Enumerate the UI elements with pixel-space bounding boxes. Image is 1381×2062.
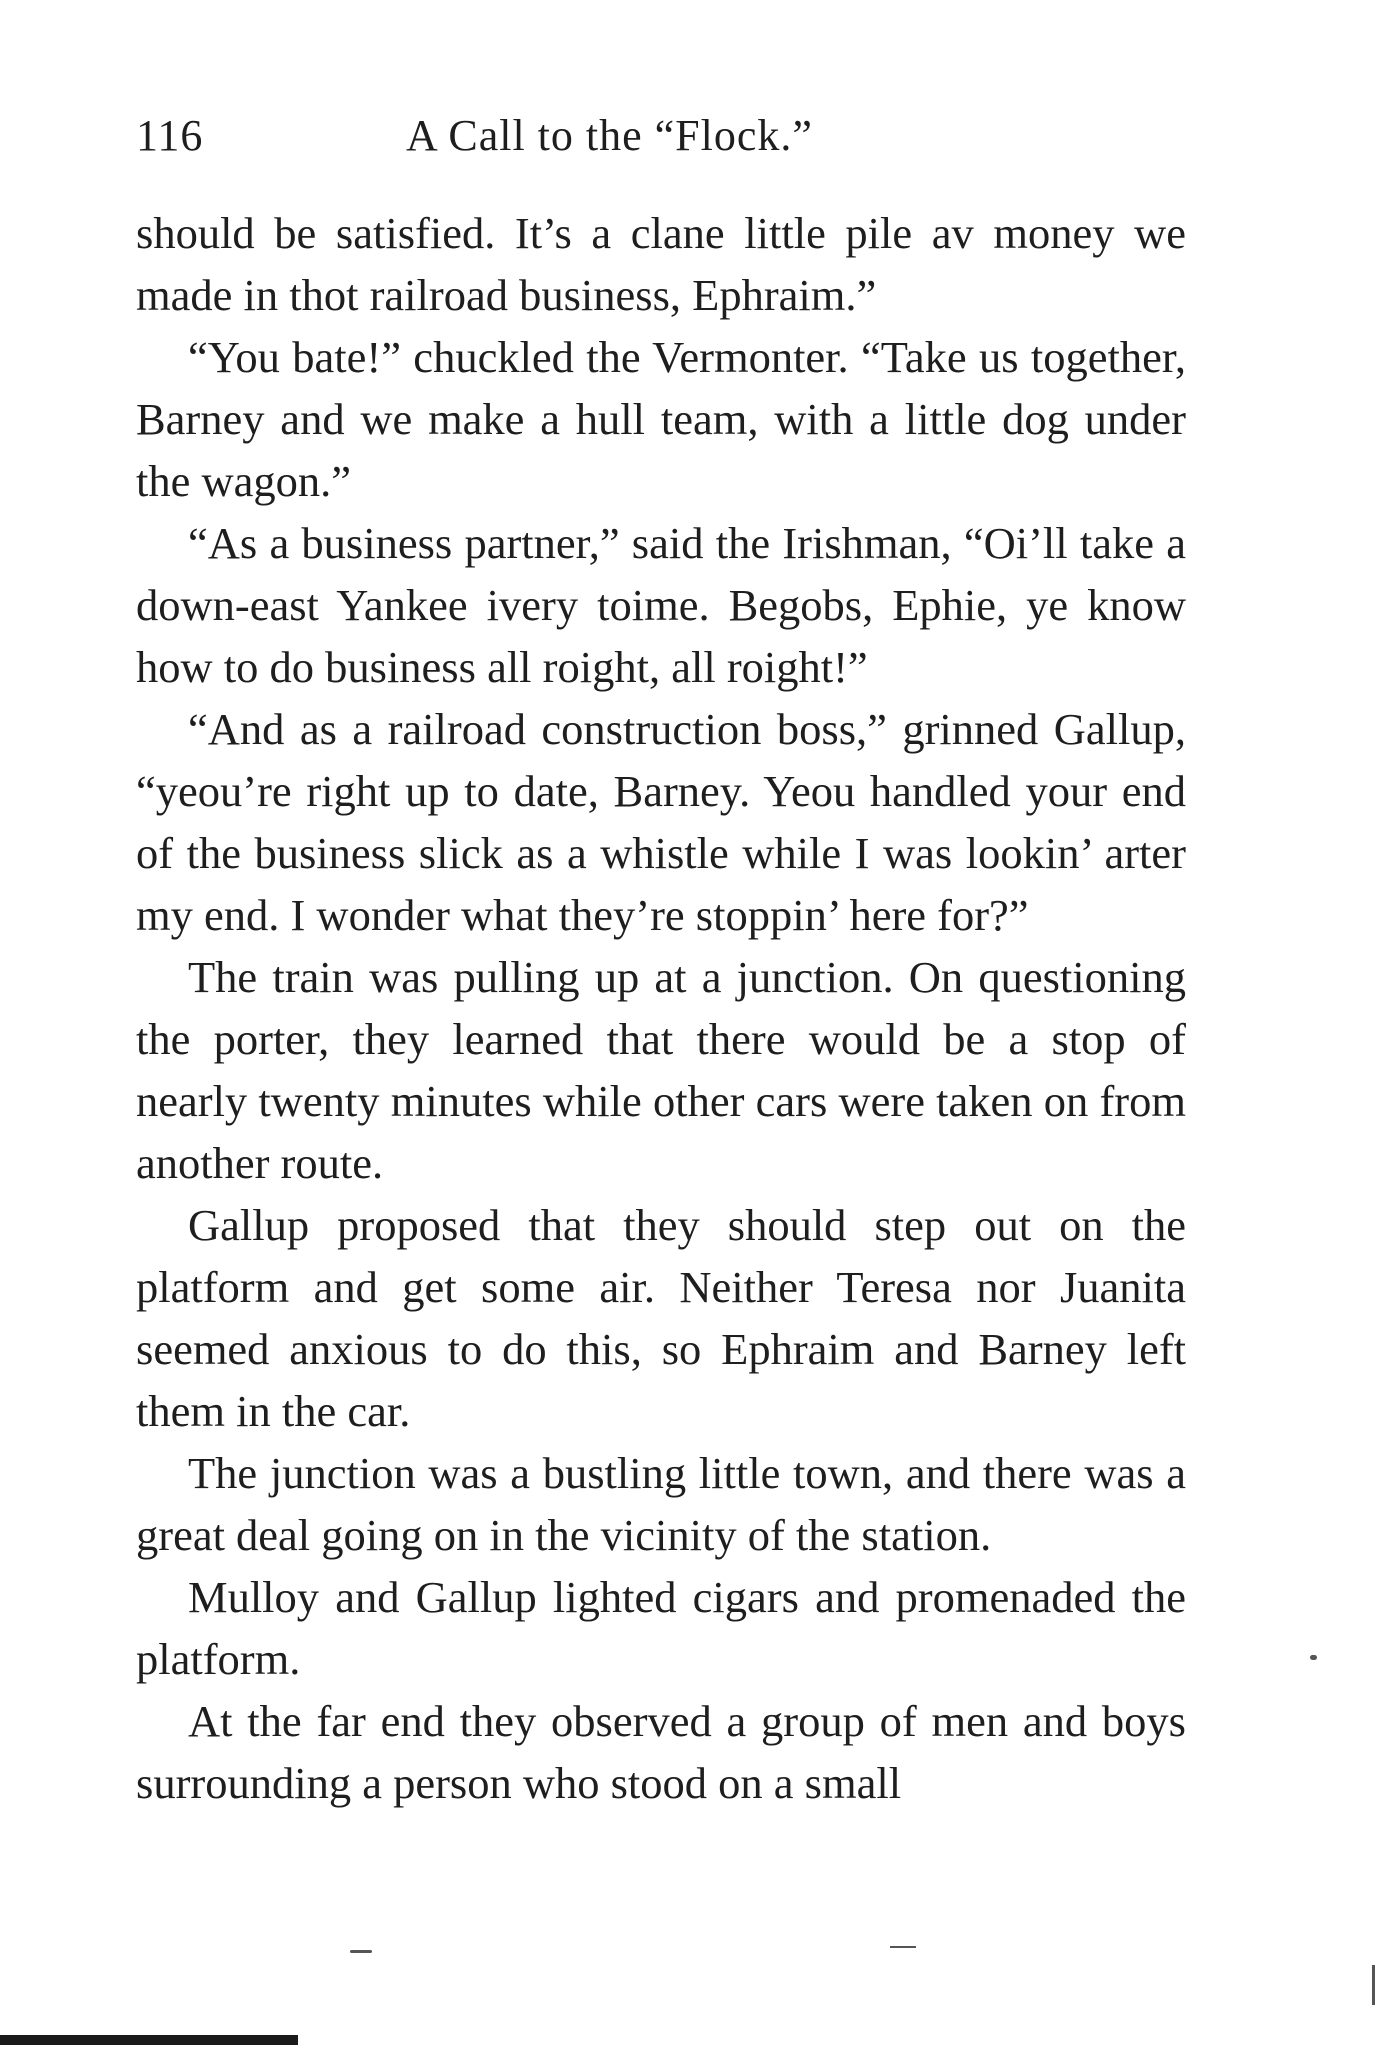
ink-speck — [1372, 1965, 1375, 2005]
ink-speck — [1310, 1655, 1317, 1660]
paragraph: “And as a railroad construction boss,” grinned Gallup, “yeou’re right up to date, Barney. Yeou handled your end of the business slick as a whistle while I was lookin’ arter my end. I wonder what they’re stoppin’ here for?” — [136, 704, 1186, 940]
ink-speck — [890, 1946, 916, 1948]
paragraph: At the far end they observed a group of men and boys surrounding a person who stood on a small — [136, 1696, 1186, 1808]
paragraph: Gallup proposed that they should step out on the platform and get some air. Neither Teresa nor Juanita seemed anxious to do this, so Ephraim and Barney left them in the car. — [136, 1200, 1186, 1436]
body-text — [136, 202, 1186, 1814]
running-title: A Call to the “Flock.” — [406, 111, 813, 160]
scan-edge-mark — [0, 2035, 298, 2045]
page-header — [136, 110, 1186, 170]
paragraph: “You bate!” chuckled the Vermonter. “Take us together, Barney and we make a hull team, with a little dog under the wagon.” — [136, 332, 1186, 506]
paragraph: The junction was a bustling little town, and there was a great deal going on in the vicinity of the station. — [136, 1448, 1186, 1560]
paragraph: Mulloy and Gallup lighted cigars and promenaded the platform. — [136, 1572, 1186, 1684]
paragraph: should be satisfied. It’s a clane little pile av money we made in thot railroad business, Ephraim.” — [136, 208, 1186, 320]
ink-speck — [350, 1950, 372, 1953]
page-number: 116 — [136, 111, 204, 160]
paragraph: “As a business partner,” said the Irishman, “Oi’ll take a down-east Yankee ivery toime. Begobs, Ephie, ye know how to do business all roight, all roight!” — [136, 518, 1186, 692]
paragraph: The train was pulling up at a junction. On questioning the porter, they learned that there would be a stop of nearly twenty minutes while other cars were taken on from another route. — [136, 952, 1186, 1188]
